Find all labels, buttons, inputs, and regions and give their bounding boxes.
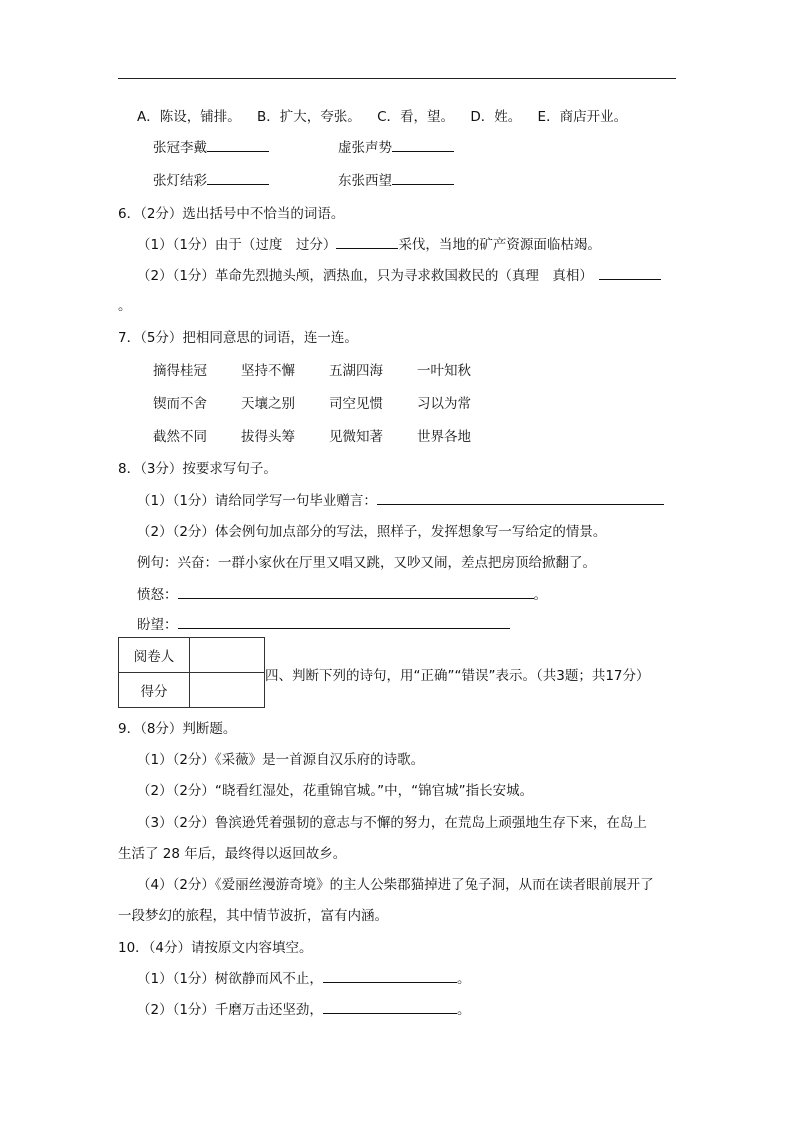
answer-blank[interactable] <box>207 137 269 152</box>
idiom-item <box>338 136 454 156</box>
question-9-item-3-cont: 生活了 28 年后，最终得以返回故乡。 <box>118 846 347 862</box>
match-word[interactable]: 一叶知秋 <box>417 363 471 379</box>
item-text: 愤怒： <box>137 587 178 603</box>
choice-list <box>137 105 627 125</box>
answer-blank[interactable] <box>178 584 534 599</box>
score-table <box>118 637 265 708</box>
item-text: 。 <box>533 587 547 603</box>
question-9-item-4-cont: 一段梦幻的旅程，其中情节波折，富有内涵。 <box>118 908 388 924</box>
reviewer-label: 阅卷人 <box>119 638 190 673</box>
question-10-title: 10．（4分）请按原文内容填空。 <box>118 940 313 956</box>
item-text: 采伐，当地的矿产资源面临枯竭。 <box>398 237 601 253</box>
item-text: （1）（1分）由于（过度 过分） <box>137 237 337 253</box>
reviewer-cell[interactable] <box>190 638 265 673</box>
question-6-title: 6．（2分）选出括号中不恰当的词语。 <box>118 206 345 222</box>
match-word[interactable]: 司空见惯 <box>329 396 383 412</box>
score-label: 得分 <box>119 673 190 708</box>
idiom-item <box>338 169 454 189</box>
answer-blank[interactable] <box>599 265 661 280</box>
item-text: 盼望： <box>137 617 178 633</box>
question-6-item-2-end: 。 <box>118 298 132 314</box>
score-cell[interactable] <box>190 673 265 708</box>
match-word[interactable]: 坚持不懈 <box>241 363 295 379</box>
answer-blank[interactable] <box>392 170 454 185</box>
choice-b: B．扩大，夸张。 <box>257 109 361 125</box>
question-9-item-2: （2）（2分）“晓看红湿处，花重锦官城。”中，“锦官城”指长安城。 <box>137 783 534 799</box>
match-word[interactable]: 锲而不舍 <box>153 396 207 412</box>
idiom-item <box>153 169 269 189</box>
question-6-item-2 <box>137 264 661 284</box>
choice-a: A．陈设，铺排。 <box>137 109 241 125</box>
question-8-item-1 <box>137 489 664 509</box>
question-8-item-2: （2）（2分）体会例句加点部分的写法，照样子，发挥想象写一写给定的情景。 <box>137 524 607 540</box>
match-word[interactable]: 摘得桂冠 <box>153 363 207 379</box>
question-9-title: 9．（8分）判断题。 <box>118 721 237 737</box>
idiom-text: 张灯结彩 <box>153 173 207 189</box>
question-10-item-1 <box>137 967 470 987</box>
match-word[interactable]: 习以为常 <box>417 396 471 412</box>
item-text: （1）（1分）树欲静而风不止， <box>137 971 323 987</box>
answer-blank[interactable] <box>336 234 398 249</box>
question-10-item-2 <box>137 998 470 1018</box>
choice-e: E．商店开业。 <box>537 109 628 125</box>
match-word[interactable]: 天壤之别 <box>241 396 295 412</box>
item-text: 。 <box>456 1002 471 1018</box>
anger-line <box>137 583 547 603</box>
choice-c: C．看，望。 <box>377 109 455 125</box>
question-6-item-1 <box>137 233 601 253</box>
match-word[interactable]: 五湖四海 <box>329 363 383 379</box>
item-text: （2）（1分）革命先烈抛头颅，洒热血，只为寻求救国救民的（真理 真相） <box>137 268 593 284</box>
match-word[interactable]: 拔得头筹 <box>241 429 295 445</box>
section-4-heading: 四、判断下列的诗句，用“正确”“错误”表示。（共3题；共17分） <box>265 668 650 684</box>
header-rule <box>118 78 676 79</box>
hope-line <box>137 613 510 633</box>
question-7-title: 7．（5分）把相同意思的词语，连一连。 <box>118 330 358 346</box>
idiom-text: 虚张声势 <box>338 140 392 156</box>
answer-blank[interactable] <box>323 968 457 983</box>
match-word[interactable]: 截然不同 <box>153 429 207 445</box>
item-text: （1）（1分）请给同学写一句毕业赠言： <box>137 493 377 509</box>
answer-blank[interactable] <box>178 614 510 629</box>
idiom-item <box>153 136 269 156</box>
question-9-item-4: （4）（2分）《爱丽丝漫游奇境》的主人公柴郡猫掉进了兔子洞，从而在读者眼前展开了 <box>137 877 654 893</box>
item-text: 。 <box>456 971 471 987</box>
question-9-item-3: （3）（2分）鲁滨逊凭着强韧的意志与不懈的努力，在荒岛上顽强地生存下来，在岛上 <box>137 815 647 831</box>
answer-blank[interactable] <box>207 170 269 185</box>
item-text: （2）（1分）千磨万击还坚劲， <box>137 1002 323 1018</box>
idiom-text: 东张西望 <box>338 173 392 189</box>
answer-blank[interactable] <box>377 490 664 505</box>
example-sentence: 例句：兴奋：一群小家伙在厅里又唱又跳，又吵又闹，差点把房顶给掀翻了。 <box>137 555 596 571</box>
match-word[interactable]: 世界各地 <box>417 429 471 445</box>
match-word[interactable]: 见微知著 <box>329 429 383 445</box>
question-9-item-1: （1）（2分）《采薇》是一首源自汉乐府的诗歌。 <box>137 752 425 768</box>
idiom-text: 张冠李戴 <box>153 140 207 156</box>
answer-blank[interactable] <box>323 999 457 1014</box>
question-8-title: 8．（3分）按要求写句子。 <box>118 461 277 477</box>
choice-d: D．姓。 <box>470 109 522 125</box>
answer-blank[interactable] <box>392 137 454 152</box>
